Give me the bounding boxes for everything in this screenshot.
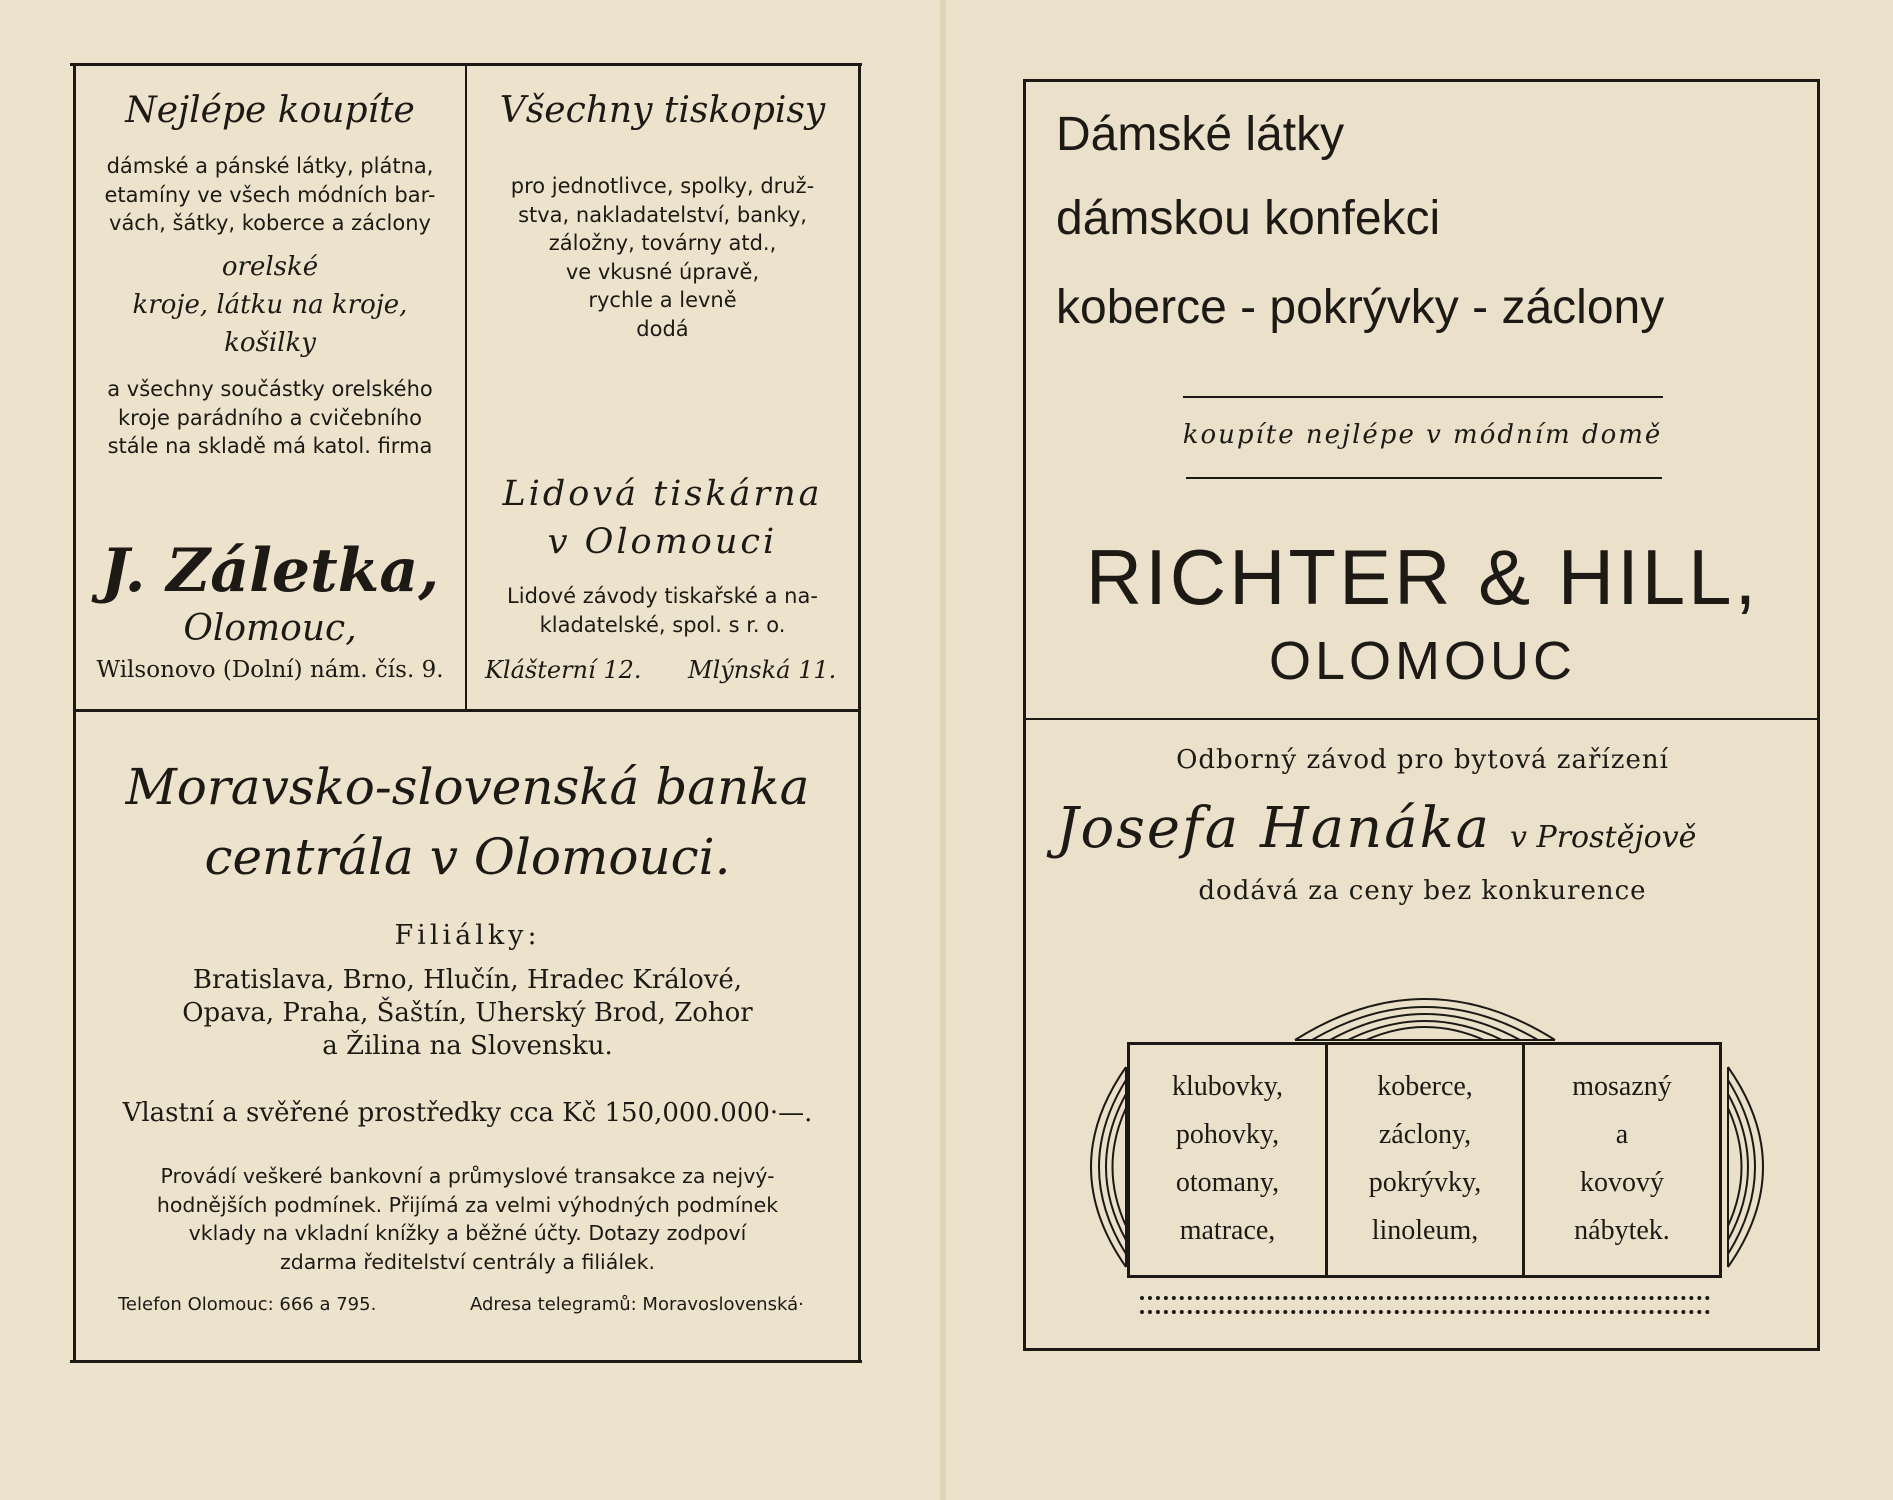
right-frame-bottom xyxy=(1023,1348,1820,1351)
tiskarna-name: Lidová tiskárna xyxy=(502,474,823,514)
tiskarna-body: pro jednotlivce, spolky, druž- stva, nakladatelství, banky, záložny, továrny atd., ve vkusné úpravě, rychle a levně dodá xyxy=(510,174,815,341)
hanak-column-furniture: klubovky, pohovky, otomany, matrace, xyxy=(1127,1042,1328,1278)
hanak-column-textiles: koberce, záclony, pokrývky, linoleum, xyxy=(1325,1042,1525,1278)
tiskarna-city: v Olomouci xyxy=(547,522,778,562)
hanak-place: v Prostějově xyxy=(1510,820,1697,855)
tiskarna-heading: Všechny tiskopisy xyxy=(499,90,826,131)
hanak-column-metal: mosazný a kovový nábytek. xyxy=(1522,1042,1722,1278)
richter-line-2: dámskou konfekci xyxy=(1056,192,1441,245)
zaletka-intro: dámské a pánské látky, plátna, etamíny ve všech módních bar- vách, šátky, koberce a záclony xyxy=(104,154,436,235)
banka-capital: Vlastní a svěřené prostředky cca Kč 150,000.000·—. xyxy=(122,1098,813,1128)
zaletka-italic-block: orelské kroje, látku na kroje, košilky xyxy=(132,252,408,358)
hanak-name-row xyxy=(1056,796,1816,861)
richter-line-1: Dámské látky xyxy=(1056,108,1345,161)
hanak-name: Josefa Hanáka xyxy=(1056,796,1491,861)
banka-phone: Telefon Olomouc: 666 a 795. xyxy=(118,1294,377,1315)
banka-services: Provádí veškeré bankovní a průmyslové transakce za nejvý- hodnějších podmínek. Přijímá za velmi výhodných podmínek vklady na vkladní knížky a běžné účty. Dotazy zodpoví zdarma ředitelství centrály a filiálek. xyxy=(156,1164,779,1274)
right-frame-divider xyxy=(1026,718,1817,720)
zaletka-heading: Nejlépe koupíte xyxy=(125,90,415,131)
zaletka-address: Wilsonovo (Dolní) nám. čís. 9. xyxy=(96,657,444,683)
dotted-border-bottom xyxy=(1140,1310,1710,1314)
fan-ornament-top xyxy=(1290,968,1560,1048)
zaletka-body: a všechny součástky orelského kroje parádního a cvičebního stále na skladě má katol. firma xyxy=(107,377,433,458)
banka-branches-label: Filiálky: xyxy=(394,920,541,951)
tiskarna-address-right: Mlýnská 11. xyxy=(688,656,837,684)
hanak-intro: Odborný závod pro bytová zařízení xyxy=(1176,745,1669,775)
hanak-tagline: dodává za ceny bez konkurence xyxy=(1198,876,1647,906)
right-frame-right xyxy=(1817,79,1820,1351)
fan-ornament-left xyxy=(1066,1062,1130,1272)
left-frame-bottom xyxy=(70,1360,862,1363)
right-frame-top xyxy=(1023,79,1820,82)
dotted-border-top xyxy=(1140,1296,1710,1300)
richter-city: OLOMOUC xyxy=(1268,631,1577,691)
left-frame-divider-horizontal xyxy=(76,709,858,712)
richter-line-3: koberce - pokrývky - záclony xyxy=(1056,281,1665,334)
left-frame-divider-vertical xyxy=(465,66,467,710)
richter-firm: RICHTER & HILL, xyxy=(1085,533,1760,621)
tiskarna-company: Lidové závody tiskařské a na- kladatelské, spol. s r. o. xyxy=(507,584,818,637)
zaletka-firm-name: J. Záletka, xyxy=(100,536,440,606)
banka-telegram: Adresa telegramů: Moravoslovenská· xyxy=(470,1294,804,1315)
richter-rule-top xyxy=(1183,396,1663,398)
richter-rule-bottom xyxy=(1186,477,1662,479)
banka-branches: Bratislava, Brno, Hlučín, Hradec Králové, Opava, Praha, Šaštín, Uherský Brod, Zohor a Žilina na Slovensku. xyxy=(182,965,753,1061)
left-frame-left xyxy=(73,66,76,1362)
banka-title-line1: Moravsko-slovenská banka xyxy=(125,758,810,816)
banka-title-line2: centrála v Olomouci. xyxy=(204,828,731,886)
right-frame-left xyxy=(1023,79,1026,1351)
left-frame-right xyxy=(858,66,861,1362)
fan-ornament-right xyxy=(1724,1062,1788,1272)
tiskarna-address-left: Klášterní 12. xyxy=(485,656,642,684)
richter-tagline: koupíte nejlépe v módním domě xyxy=(1182,420,1663,450)
zaletka-city: Olomouc, xyxy=(183,608,357,649)
